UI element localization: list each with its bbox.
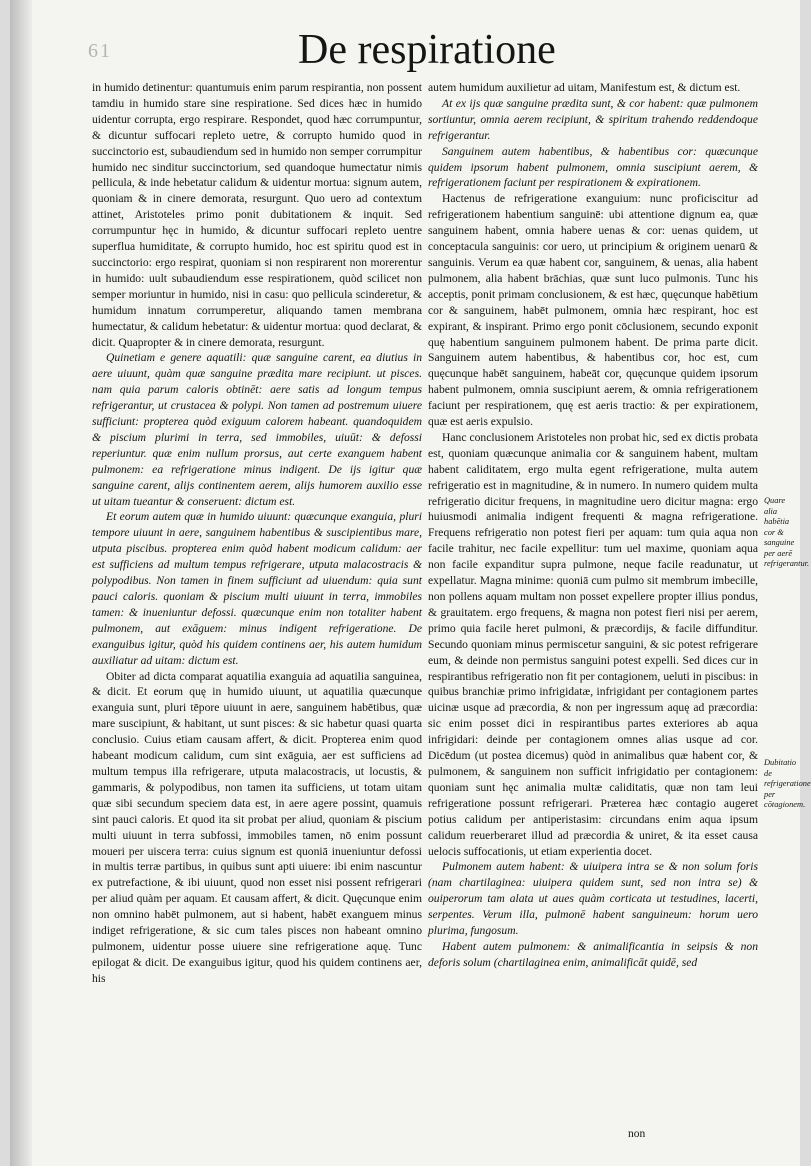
ghost-folio-number: 61 (88, 40, 112, 62)
page-title: De respiratione (298, 27, 556, 73)
right-paragraph-5-commentary: Hanc conclusionem Aristoteles non probat hic, sed ex dictis probata est, quoniam quæcunque animalia cor & sanguinem habent, multam habent caliditatem, ergo multa egent refrigeratione, multa autem refrigeratio est in magnitudine, & in numero. In numero quidem multa refrigeratio dicitur frequens, in magnitudine uero dicitur magna: ergo huiusmodi animalia indigent frequenti & magna refrigeratione. Frequens refrigeratio non potest fieri per aquam: tum quia aqua non facile trahitur, nec facile expellitur: tum uel maxime, quoniam aqua non facile expanditur supra pulmone, neque facile readunatur, ut expellatur. Magna minime: quoniā cum pulmo sit membrum imbecille, non pollens aquam multam non posset expellere propter illius pondus, & grauitatem. ergo frequens, & magna non potest fieri nisi per aerem, primo quia facile heret pulmoni, & præcordijs, & facile diffunditur. Secundo quoniam minus permiscetur sanguini, & sic potest refrigerare eum, & deinde non permistus sanguini potest expelli. Sed dices cur in respirantibus refrigeratio non fit per contagionem, ueluti in piscibus: in quibus branchiæ primo infrigidatæ, infrigidant per contagionem partes uicinæ usque ad præcordia, & non per ingressum aquę ad præcordia: sic enim posset dici in respirantibus partes exteriores ab aqua infrigidari: deinde per contagionem omnes alias usque ad cor. Dicēdum (ut postea dicemus) quòd in animalibus quæ habent cor, & pulmonem, & sanguinem non sufficit infrigidatio per contagionem: quoniam sunt hęc animalia multæ caliditatis, quæ non tam leui refrigeratione possunt refrigerari. Præterea hæc contagio augeret potius calidum per antiperistasim: circundans enim aqua ipsum calidum reuerberaret illud ad præcordia & uniret, & ita esset causa uelocis suffocationis, ut etiam experientia docet. (428, 430, 758, 858)
right-paragraph-2-text-quote: At ex ijs quæ sanguine prædita sunt, & cor habent: quæ pulmonem sortiuntur, omnia aerem recipiunt, & spiritum trahendo reddendoque refrigerantur. (428, 96, 758, 142)
page-gutter (10, 0, 32, 1166)
right-paragraph-1: autem humidum auxilietur ad uitam, Manifestum est, & dictum est. (428, 81, 741, 94)
left-paragraph-4-commentary: Obiter ad dicta comparat aquatilia exanguia ad aquatilia sanguinea, & dicit. Et eorum quę in humido uiuunt, ut aquatilia quæcunque exanguia sunt, pluri tēpore uiuunt in aere, sanguinem habētibus, quæ mare suscipiunt, & habitant, ut sunt pisces: & sic habetur quasi quarta conclusio. Cuius etiam causam affert, & dicit. Propterea enim quod habeant modicum calidum, cum sint exāguia, aer est sufficiens ad multum tempus illa refrigerare, utputa malacostracis, ut locustis, & gammaris, & polypodibus, non tamen ita sufficiens, ut totam uitam quæ sibi secundum speciem data est, in aere agere possint, quamuis sint pauci caloris. Et quod ita sit probat per aliud, quoniam & piscium multi uiuunt in terra subfossi, immobiles tamen, nō enim possunt moueri per uiscera terra: cuius signum est quoniā inueniuntur defossi in multis terræ partibus, in quibus sunt apti uiuere: ibi enim nascuntur ex putrefactione, & ibi uiuunt, quod non esset nisi possent refrigerari per aliud quàm per aquam. Et causam affert, & dicit. Quęcunque enim non omnino habēt pulmonem, aut si habent, habēt exanguem minus indiget refrigeratione, & sic cum tales pisces non habeant omnino pulmonem, uidentur posse uiuere sine refrigeratione aquę. Tunc epilogat & dicit. De exanguibus igitur, quod his quidem continens aer, his (92, 669, 422, 985)
right-paragraph-4-commentary: Hactenus de refrigeratione exanguium: nunc proficiscitur ad refrigerationem habentium sanguinē: ubi attentione dignum ea, quæ sanguinem habent, omnia habere uenas & cor: uenas quidem, ut conceptacula sanguinis: cor uero, ut principium & originem uenarū & sanguinis. Verum ea quæ habent cor, sanguinem, & uenas, alia habent pulmonem, alia habent brāchias, quæ sunt luco pulmonis. Tunc his acceptis, ponit primam conclusionem, & est hæc, quęcunque habētium cor & sanguinem, habēt pulmonem, omnia hæc respirant, hoc est expirant, & inspirant. Primo ergo ponit cōclusionem, secundo exponit quę habentium sanguinem pulmonem habent. De prima parte dicit. Sanguinem autem habentibus, & habentibus cor, hoc est, cum quęcunque habēt sanguinem, habeāt cor, quęcunque quidem ipsorum habent pulmonem, omnia suscipiunt aerem, & omnia refrigerationem faciunt per respirationem, quę est aeris tractio: & per expirationem, quæ est aeris expulsio. (428, 192, 758, 429)
right-paragraph-6-text-quote: Pulmonem autem habent: & uiuipera intra se & non solum foris (nam chartilaginea: uiuipera quidem sunt, sed non intra se) & ouiperorum tam alata ut aues quàm corticata ut testudines, lacerti, serpentes. Verum illa, pulmonē habent sanguineum: horum uero plurima, fungosum. (428, 860, 758, 938)
left-paragraph-3-text-quote: Et eorum autem quæ in humido uiuunt: quæcunque exanguia, pluri tempore uiuunt in aere, sanguinem habentibus & suscipientibus mare, utputa piscibus. propterea enim quòd habent modicum calidum: aer est sufficiens ad multum tempus refrigerare, utputa malacostracis & polypodibus. Non tamen in finem sufficiunt ad uiuendum: quia sunt pauci caloris. quoniam & piscium multi uiuunt in terra, immobiles tamen: & inueniuntur defossi. quæcunque enim non totaliter habent pulmonem, aut exāguem: minus indigent refrigeratione. De exanguibus igitur, quòd his quidem continens aer, his autem humidum auxiliatur ad uitam: dictum est. (92, 510, 422, 667)
right-paragraph-7-text-quote: Habent autem pulmonem: & animalificantia in seipsis & non deforis solum (chartilaginea enim, animalificāt quidē, sed (428, 939, 758, 969)
margin-note-1: Quare alia habētia cor & sanguine per aerē refrigerantur. (764, 496, 810, 568)
left-paragraph-2-text-quote: Quinetiam e genere aquatili: quæ sanguine carent, ea diutius in aere uiuunt, quàm quæ sanguine prædita mare recipiunt. ut pisces. nam quia parum caloris obtinēt: aere satis ad longum tempus refrigerantur, ut crustacea & polypi. Non tamen ad postremum uiuere sufficiunt: propterea quòd exiguum calorem habeant. quandoquidem & piscium plurimi in terra, sed immobiles, uiuūt: & defossi reperiuntur. quæ enim nullum prorsus, aut certe exanguem habent pulmonem: ea refrigeratione minus indigent. De ijs igitur quæ sanguine carent, alijs continentem aerem, alijs humorem auxilio esse ut uitam tueantur & conseruent: dictum est. (92, 351, 422, 508)
left-column (92, 80, 422, 1120)
margin-note-2: Dubitatio de refrigeratione per cōtagionem. (764, 758, 811, 809)
right-column (428, 80, 758, 1130)
catchword: non (628, 1128, 646, 1140)
right-paragraph-3-text-quote: Sanguinem autem habentibus, & habentibus cor: quæcunque quidem ipsorum habent pulmonem, omnia suscipiunt aerem, & refrigerationem faciunt per respirationem & expirationem. (428, 144, 758, 190)
left-paragraph-1: in humido detinentur: quantumuis enim parum respirantia, non possent tamdiu in humido stare sine respiratione. Sed dices hæc in humido uidentur corrupta, ergo respirare. Respondet, quod hæc corrumpuntur, & dicuntur suffocari repleto uetre, & corrupto humido quod in succinctorio est, subaudiendum sed in humido non semper corrumpitur humido nec sinditur succinctorium, sed quandoque humectatur nimis pellicula, & inde hebetatur calidum & uidentur mortua: signum autem, quoniam & in cinere demorata, resurgunt. Quo uero ad contextum attinet, Aristoteles primo ponit dubitationem & inquit. Sed corrumpuntur hęc in humido, & dicuntur suffocari repleto uentre superflua humiditate, & corrupto humido, hoc est spiritu quod est in succinctorio: ergo respirat, quoniam si non respirarent non morerentur in humido: uult subaudiendum esse respirationem, quòd scilicet non semper moriuntur in humido, nisi in casu: quo pellicula scinderetur, & humidum innatum corrumperetur, aliquando tamen membrana humectatur, & calidum hebetatur: & uidentur mortua: quod declarat, & dicit. Quapropter & in cinere demorata, resurgunt. (92, 81, 422, 349)
